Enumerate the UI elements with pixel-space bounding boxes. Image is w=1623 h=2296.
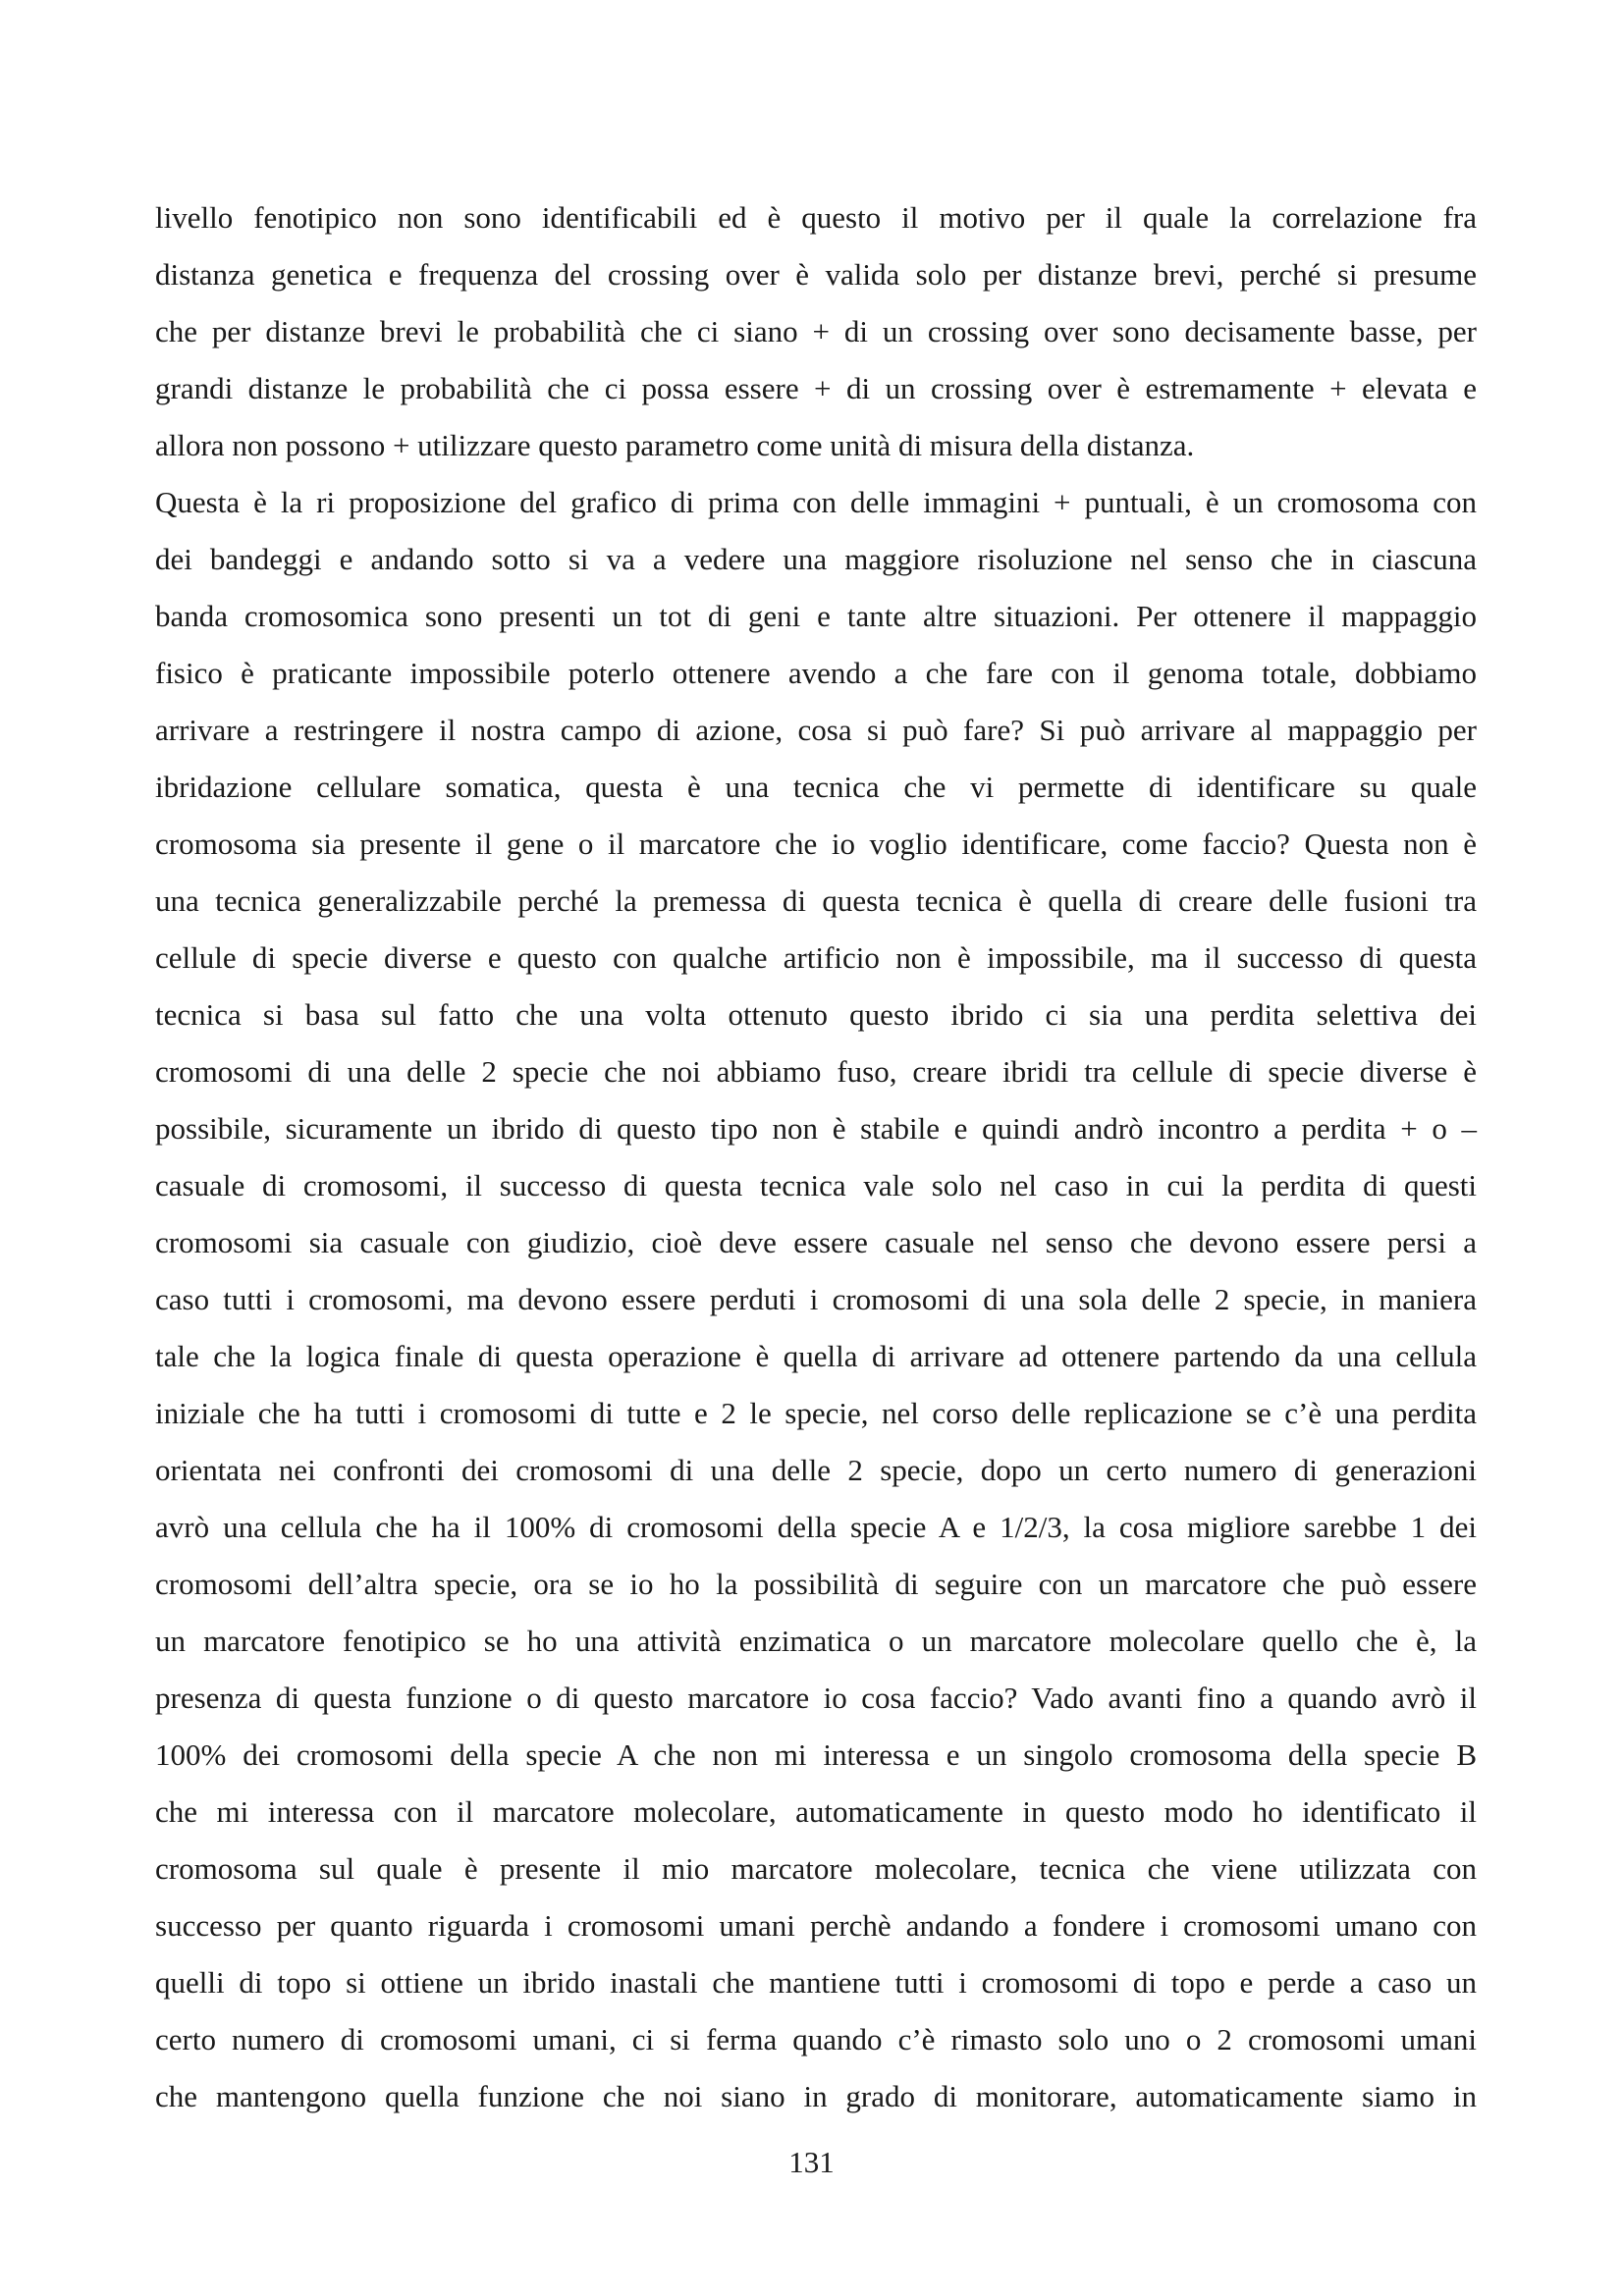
text-line: tecnica si basa sul fatto che una volta ottenuto questo ibrido ci sia una perdita selettiva dei xyxy=(155,997,1477,1032)
text-line: 100% dei cromosomi della specie A che non mi interessa e un singolo cromosoma della specie B xyxy=(155,1737,1477,1772)
text-line: fisico è praticante impossibile poterlo ottenere avendo a che fare con il genoma totale, dobbiamo xyxy=(155,656,1477,690)
text-line: una tecnica generalizzabile perché la premessa di questa tecnica è quella di creare delle fusioni tra xyxy=(155,883,1477,918)
text-line: cromosoma sia presente il gene o il marcatore che io voglio identificare, come faccio? Questa non è xyxy=(155,827,1477,861)
text-line: caso tutti i cromosomi, ma devono essere perduti i cromosomi di una sola delle 2 specie, in maniera xyxy=(155,1282,1477,1316)
text-line: allora non possono + utilizzare questo parametro come unità di misura della distanza. xyxy=(155,428,1195,462)
text-line: successo per quanto riguarda i cromosomi umani perchè andando a fondere i cromosomi umano con xyxy=(155,1908,1477,1943)
text-line: possibile, sicuramente un ibrido di questo tipo non è stabile e quindi andrò incontro a perdita + o – xyxy=(155,1111,1477,1146)
paragraph-2 xyxy=(155,474,1477,2125)
text-line: orientata nei confronti dei cromosomi di una delle 2 specie, dopo un certo numero di generazioni xyxy=(155,1453,1477,1487)
text-line: banda cromosomica sono presenti un tot di geni e tante altre situazioni. Per ottenere il mappaggio xyxy=(155,599,1477,633)
page-number: 131 xyxy=(788,2145,835,2179)
body-text xyxy=(155,189,1477,2125)
text-line: grandi distanze le probabilità che ci possa essere + di un crossing over è estremamente + elevata e xyxy=(155,371,1477,405)
text-line: che mantengono quella funzione che noi siano in grado di monitorare, automaticamente siamo in xyxy=(155,2079,1477,2113)
text-line: un marcatore fenotipico se ho una attività enzimatica o un marcatore molecolare quello che è, la xyxy=(155,1624,1477,1658)
text-line: presenza di questa funzione o di questo marcatore io cosa faccio? Vado avanti fino a quando avrò il xyxy=(155,1681,1477,1715)
text-line: cromosomi sia casuale con giudizio, cioè deve essere casuale nel senso che devono essere persi a xyxy=(155,1225,1477,1259)
text-line: certo numero di cromosomi umani, ci si ferma quando c’è rimasto solo uno o 2 cromosomi umani xyxy=(155,2022,1477,2056)
text-line: casuale di cromosomi, il successo di questa tecnica vale solo nel caso in cui la perdita di questi xyxy=(155,1168,1477,1202)
text-line: dei bandeggi e andando sotto si va a vedere una maggiore risoluzione nel senso che in ciascuna xyxy=(155,542,1477,576)
text-line: Questa è la ri proposizione del grafico di prima con delle immagini + puntuali, è un cromosoma con xyxy=(155,485,1477,519)
text-line: distanza genetica e frequenza del crossing over è valida solo per distanze brevi, perché si presume xyxy=(155,257,1477,292)
text-line: che per distanze brevi le probabilità che ci siano + di un crossing over sono decisamente basse, per xyxy=(155,314,1477,348)
text-line: cromosomi di una delle 2 specie che noi abbiamo fuso, creare ibridi tra cellule di specie diverse è xyxy=(155,1054,1477,1089)
text-line: avrò una cellula che ha il 100% di cromosomi della specie A e 1/2/3, la cosa migliore sarebbe 1 dei xyxy=(155,1510,1477,1544)
text-line: livello fenotipico non sono identificabili ed è questo il motivo per il quale la correlazione fra xyxy=(155,200,1477,235)
text-line: cromosomi dell’altra specie, ora se io ho la possibilità di seguire con un marcatore che può essere xyxy=(155,1567,1477,1601)
text-line: arrivare a restringere il nostra campo di azione, cosa si può fare? Si può arrivare al mappaggio per xyxy=(155,713,1477,747)
text-line: cellule di specie diverse e questo con qualche artificio non è impossibile, ma il successo di questa xyxy=(155,940,1477,975)
paragraph-1 xyxy=(155,189,1477,474)
text-line: quelli di topo si ottiene un ibrido inastali che mantiene tutti i cromosomi di topo e perde a caso un xyxy=(155,1965,1477,2000)
text-line: iniziale che ha tutti i cromosomi di tutte e 2 le specie, nel corso delle replicazione se c’è una perdita xyxy=(155,1396,1477,1430)
text-line: cromosoma sul quale è presente il mio marcatore molecolare, tecnica che viene utilizzata con xyxy=(155,1851,1477,1886)
text-line: tale che la logica finale di questa operazione è quella di arrivare ad ottenere partendo da una cellula xyxy=(155,1339,1477,1373)
text-line: che mi interessa con il marcatore molecolare, automaticamente in questo modo ho identificato il xyxy=(155,1794,1477,1829)
text-line: ibridazione cellulare somatica, questa è una tecnica che vi permette di identificare su quale xyxy=(155,770,1477,804)
